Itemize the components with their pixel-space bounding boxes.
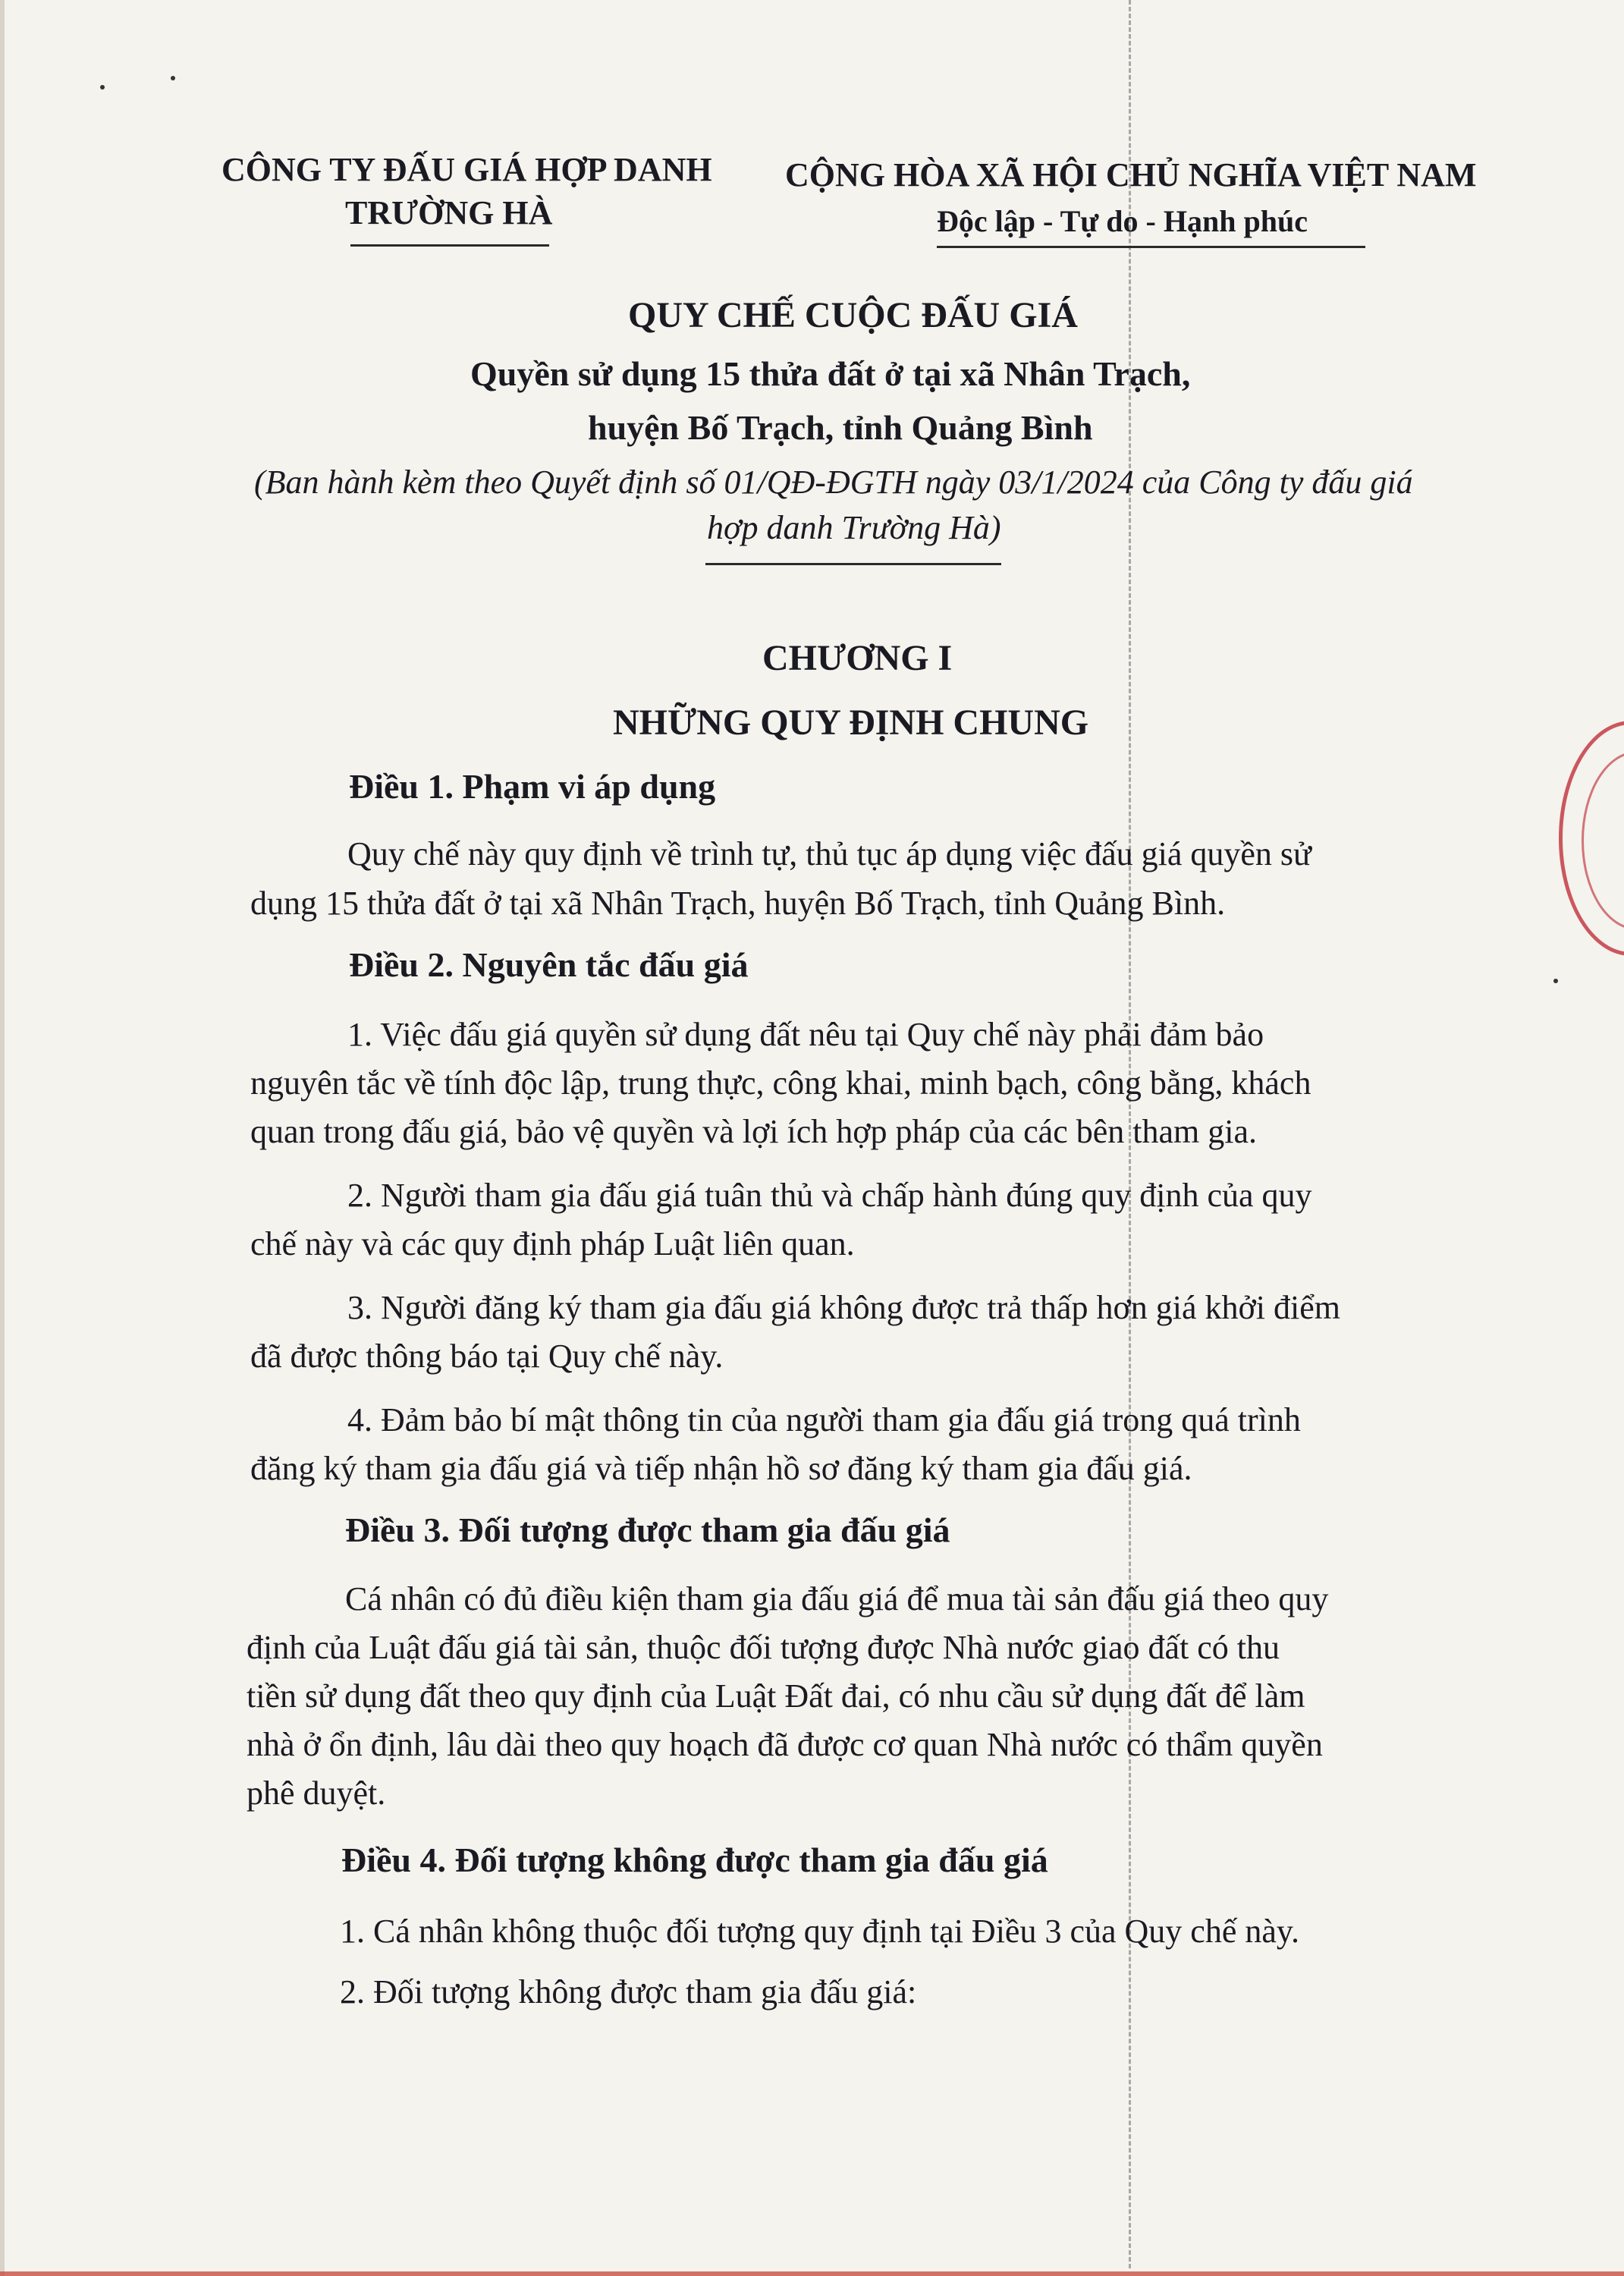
motto-underline [937, 246, 1365, 248]
scan-speck [171, 76, 175, 80]
article-2-item-4: 4. Đảm bảo bí mật thông tin của người tham gia đấu giá trong quá trình [347, 1401, 1301, 1438]
org-underline [350, 244, 549, 247]
title-underline [705, 563, 1001, 565]
article-3-heading: Điều 3. Đối tượng được tham gia đấu giá [345, 1511, 950, 1549]
article-1-heading: Điều 1. Phạm vi áp dụng [349, 767, 716, 806]
article-3-text: định của Luật đấu giá tài sản, thuộc đối tượng được Nhà nước giao đất có thu [247, 1629, 1280, 1666]
article-1-text: dụng 15 thửa đất ở tại xã Nhân Trạch, huyện Bố Trạch, tỉnh Quảng Bình. [250, 885, 1226, 922]
article-2-item-3: đã được thông báo tại Quy chế này. [250, 1338, 724, 1375]
article-1-text: Quy chế này quy định về trình tự, thủ tục áp dụng việc đấu giá quyền sử [347, 835, 1311, 872]
issuance-note-line2: hợp danh Trường Hà) [707, 509, 1001, 546]
nation-title: CỘNG HÒA XÃ HỘI CHỦ NGHĨA VIỆT NAM [785, 156, 1477, 193]
article-3-text: tiền sử dụng đất theo quy định của Luật Đất đai, có nhu cầu sử dụng đất để làm [247, 1677, 1305, 1715]
article-4-item-2: 2. Đối tượng không được tham gia đấu giá: [340, 1973, 917, 2010]
article-2-heading: Điều 2. Nguyên tắc đấu giá [349, 945, 749, 984]
nation-motto: Độc lập - Tự do - Hạnh phúc [937, 204, 1308, 238]
scan-left-edge [0, 0, 5, 2276]
document-subtitle-line1: Quyền sử dụng 15 thửa đất ở tại xã Nhân Trạch, [470, 354, 1191, 393]
scan-speck [1553, 979, 1558, 983]
article-3-text: nhà ở ổn định, lâu dài theo quy hoạch đã được cơ quan Nhà nước có thẩm quyền [247, 1726, 1323, 1763]
article-3-text: Cá nhân có đủ điều kiện tham gia đấu giá để mua tài sản đấu giá theo quy [345, 1580, 1329, 1617]
article-2-item-2: chế này và các quy định pháp Luật liên quan. [250, 1225, 855, 1262]
scan-bottom-edge [0, 2271, 1624, 2276]
chapter-name: NHỮNG QUY ĐỊNH CHUNG [613, 703, 1089, 743]
article-2-item-1: quan trong đấu giá, bảo vệ quyền và lợi ích hợp pháp của các bên tham gia. [250, 1113, 1257, 1150]
scan-speck [100, 85, 105, 90]
org-name-line1: CÔNG TY ĐẤU GIÁ HỢP DANH [221, 151, 712, 188]
document-title: QUY CHẾ CUỘC ĐẤU GIÁ [628, 295, 1078, 335]
article-2-item-4: đăng ký tham gia đấu giá và tiếp nhận hồ sơ đăng ký tham gia đấu giá. [250, 1450, 1192, 1487]
org-name-line2: TRƯỜNG HÀ [345, 194, 553, 231]
article-4-item-1: 1. Cá nhân không thuộc đối tượng quy định tại Điều 3 của Quy chế này. [340, 1913, 1300, 1950]
article-2-item-1: 1. Việc đấu giá quyền sử dụng đất nêu tại Quy chế này phải đảm bảo [347, 1016, 1264, 1053]
issuance-note-line1: (Ban hành kèm theo Quyết định số 01/QĐ-ĐGTH ngày 03/1/2024 của Công ty đấu giá [254, 464, 1413, 501]
article-2-item-3: 3. Người đăng ký tham gia đấu giá không được trả thấp hơn giá khởi điểm [347, 1289, 1340, 1326]
article-3-text: phê duyệt. [247, 1775, 386, 1812]
article-4-heading: Điều 4. Đối tượng không được tham gia đấu giá [341, 1841, 1048, 1879]
chapter-number: CHƯƠNG I [762, 638, 953, 678]
article-2-item-1: nguyên tắc về tính độc lập, trung thực, công khai, minh bạch, công bằng, khách [250, 1064, 1311, 1102]
article-2-item-2: 2. Người tham gia đấu giá tuân thủ và chấp hành đúng quy định của quy [347, 1177, 1312, 1214]
document-subtitle-line2: huyện Bố Trạch, tỉnh Quảng Bình [588, 408, 1093, 447]
